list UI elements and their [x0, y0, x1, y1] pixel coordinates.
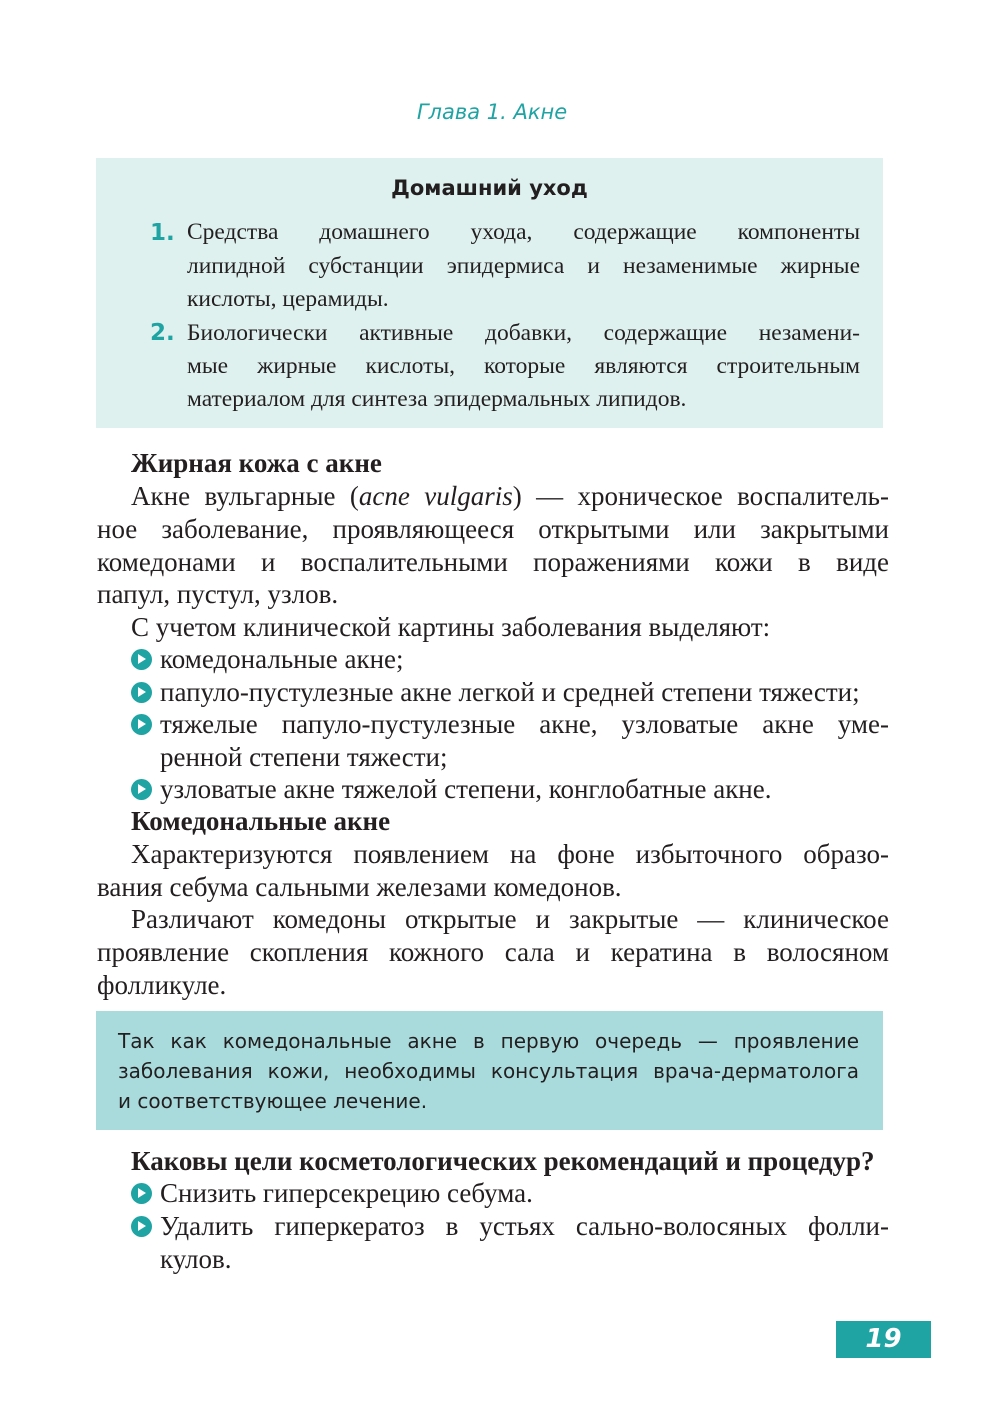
list-number-2: 2.	[150, 320, 175, 346]
list-item: комедональные акне;	[160, 644, 404, 674]
section-heading-goals: Каковы цели косметологических рекомендаций и процедур?	[131, 1146, 875, 1176]
list-item: тяжелые папуло-пустулезные акне, узловатые акне уме-	[160, 709, 889, 739]
paragraph-line: Различают комедоны открытые и закрытые — клиническое	[131, 904, 889, 934]
text-span: ) — хроническое воспалитель-	[512, 481, 889, 511]
paragraph-line: С учетом клинической картины заболевания выделяют:	[131, 612, 771, 642]
paragraph-line: папул, пустул, узлов.	[97, 579, 339, 609]
paragraph-line	[131, 480, 889, 513]
paragraph-line: фолликуле.	[97, 970, 227, 1000]
home-care-title: Домашний уход	[391, 176, 588, 200]
note-line: заболевания кожи, необходимы консультация врача-дерматолога	[118, 1059, 859, 1083]
home-care-item-2-line-2: мые жирные кислоты, которые являются строительным	[187, 353, 860, 379]
paragraph-line: Характеризуются появлением на фоне избыточного образо-	[131, 839, 889, 869]
arrow-bullet-icon	[131, 1183, 152, 1204]
note-line: Так как комедональные акне в первую очередь — проявление	[118, 1029, 859, 1053]
latin-term: acne vulgaris	[358, 481, 513, 511]
paragraph-line: вания себума сальными железами комедонов.	[97, 872, 622, 902]
paragraph-line: проявление скопления кожного сала и кератина в волосяном	[97, 937, 889, 967]
note-box	[96, 1011, 883, 1130]
arrow-bullet-icon	[131, 1216, 152, 1237]
list-number-1: 1.	[150, 220, 175, 246]
home-care-item-1-line-1: Средства домашнего ухода, содержащие компоненты	[187, 219, 860, 245]
arrow-bullet-icon	[131, 779, 152, 800]
chapter-header: Глава 1. Акне	[416, 100, 568, 124]
list-item-continued: ренной степени тяжести;	[160, 742, 448, 772]
home-care-item-2-line-3: материалом для синтеза эпидермальных липидов.	[187, 386, 687, 412]
home-care-box	[96, 158, 883, 428]
page-number: 19	[836, 1321, 931, 1358]
section-heading-oily-skin: Жирная кожа с акне	[131, 448, 382, 478]
list-item: папуло-пустулезные акне легкой и средней степени тяжести;	[160, 677, 860, 707]
arrow-bullet-icon	[131, 714, 152, 735]
arrow-bullet-icon	[131, 649, 152, 670]
note-line: и соответствующее лечение.	[118, 1089, 428, 1113]
home-care-item-1-line-3: кислоты, церамиды.	[187, 286, 389, 312]
paragraph-line: комедонами и воспалительными поражениями кожи в виде	[97, 547, 889, 577]
list-item: Удалить гиперкератоз в устьях сально-волосяных фолли-	[160, 1211, 889, 1241]
paragraph-line: ное заболевание, проявляющееся открытыми или закрытыми	[97, 514, 889, 544]
list-item-continued: кулов.	[160, 1244, 232, 1274]
list-item: узловатые акне тяжелой степени, конглобатные акне.	[160, 774, 772, 804]
home-care-item-1-line-2: липидной субстанции эпидермиса и незаменимые жирные	[187, 253, 860, 279]
arrow-bullet-icon	[131, 682, 152, 703]
list-item: Снизить гиперсекрецию себума.	[160, 1178, 533, 1208]
text-span: Акне вульгарные (	[131, 481, 359, 511]
section-heading-comedonal-acne: Комедональные акне	[131, 806, 391, 836]
home-care-item-2-line-1: Биологически активные добавки, содержащие незамени-	[187, 320, 860, 346]
